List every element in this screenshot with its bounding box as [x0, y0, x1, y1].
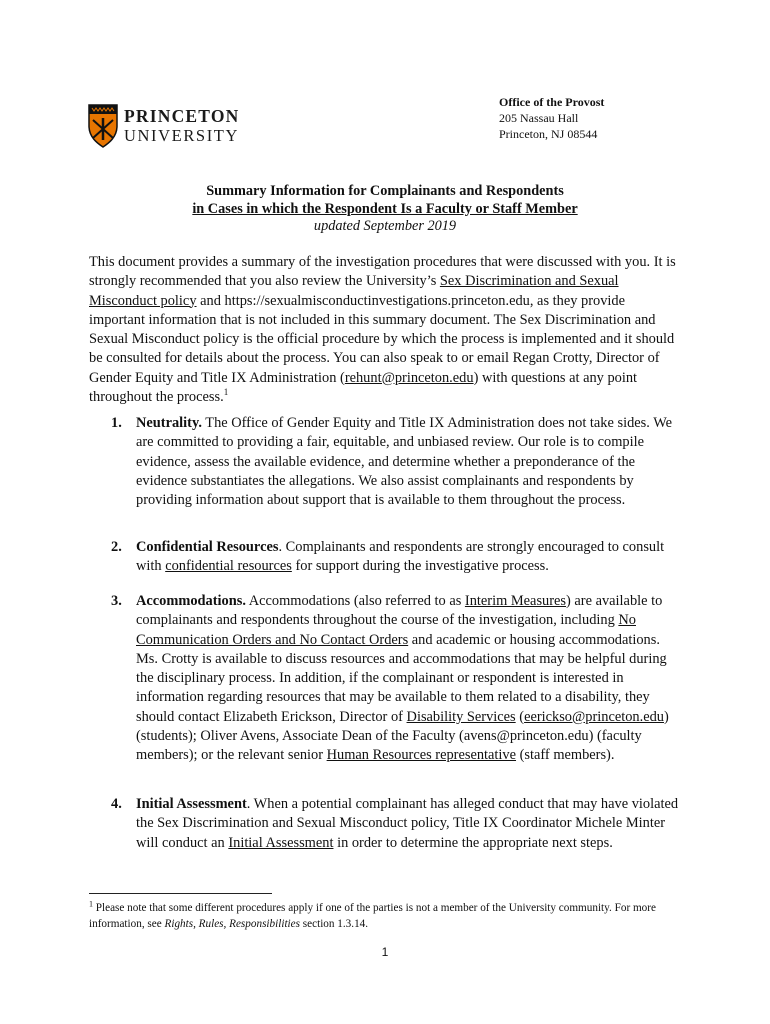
page-number: 1: [381, 945, 389, 959]
email-link-eerickso[interactable]: eerickso@princeton.edu: [524, 708, 664, 725]
item-text: . When a potential complainant has alleged conduct that may have violated the Sex Discrimination and Sexual Misconduct policy, Title IX Coordinator Michele Minter will conduct an: [136, 796, 679, 851]
initial-assessment-link[interactable]: Initial Assessment: [228, 834, 334, 851]
item-number: 4.: [111, 796, 122, 812]
footnote-mark: 1: [89, 899, 93, 909]
intro-paragraph: [89, 253, 681, 407]
item-number: 2.: [111, 539, 122, 555]
confidential-resources-link[interactable]: confidential resources: [165, 558, 292, 575]
item-heading: Neutrality.: [136, 415, 202, 431]
office-address: [499, 94, 604, 142]
footnote-text: Please note that some different procedures apply if one of the parties is not a member of the University community. For more information, see: [89, 902, 656, 930]
hr-representative-link[interactable]: Human Resources representative: [326, 747, 517, 764]
interim-measures-link[interactable]: Interim Measures: [464, 593, 567, 609]
website-link[interactable]: https://sexualmisconductinvestigations.princeton.edu: [224, 292, 530, 309]
intro-text-4: ) with questions at any point throughout the process.: [89, 369, 638, 406]
intro-text-1: This document provides a summary of the investigation procedures that were discussed with you. It is strongly recommended that you also review the University’s: [89, 254, 676, 290]
item-text: in order to determine the appropriate next steps.: [333, 834, 613, 851]
item-text: and academic or housing accommodations. Ms. Crotty is available to discuss resources and accommodations that may be helpful during the disciplinary process. In addition, if the complainant or respondent is interested in information regarding resources that may be available to them related to a disability, they should contact Elizabeth Erickson, Director of: [136, 631, 667, 725]
footnote-reference[interactable]: 1: [223, 387, 229, 398]
item-text: . Complainants and respondents are strongly encouraged to consult with: [136, 539, 665, 575]
logo-line-princeton: PRINCETON: [124, 105, 240, 126]
list-item-initial-assessment: [111, 795, 683, 853]
item-heading: Initial Assessment: [136, 796, 247, 812]
princeton-shield-icon: [88, 104, 118, 148]
footnote-italic-title: Rights, Rules, Responsibilities: [164, 918, 300, 930]
no-contact-orders-link[interactable]: No Communication Orders and No Contact Orders: [136, 612, 636, 648]
item-heading: Confidential Resources: [136, 539, 279, 555]
office-name: Office of the Provost: [499, 95, 605, 109]
item-number: 1.: [111, 415, 122, 431]
intro-text-3: , as they provide important information that is not included in this summary document. The Sex Discrimination and Sexual Misconduct policy is the official procedure by which the process is implemented and it should be consulted for details about the process. You can also speak to or email Regan Crotty, Director of Gender Equity and Title IX Administration (: [89, 292, 675, 386]
footnote-text: section 1.3.14.: [300, 918, 369, 930]
title-line-2: in Cases in which the Respondent Is a Faculty or Staff Member: [192, 200, 578, 217]
list-item-neutrality: [111, 414, 683, 510]
document-title: [0, 183, 770, 236]
item-text: for support during the investigative process.: [291, 558, 549, 575]
item-heading: Accommodations.: [136, 593, 246, 609]
item-text: (staff members).: [516, 747, 615, 764]
email-link-rehunt[interactable]: rehunt@princeton.edu: [344, 369, 474, 386]
item-text: The Office of Gender Equity and Title IX Administration does not take sides. We are committed to providing a fair, equitable, and unbiased review. Our role is to compile evidence, assess the available evidence, and determine whether a preponderance of the evidence substantiates the allegations. We also assist complainants and respondents by providing information about support that is available to them throughout the process.: [136, 415, 673, 509]
item-text: ) are available to complainants and respondents throughout the course of the investigation, including: [136, 593, 663, 629]
item-text: Accommodations (also referred to as: [245, 593, 465, 609]
footnote-divider: [89, 893, 272, 894]
office-city: Princeton, NJ 08544: [499, 127, 598, 141]
title-line-1: Summary Information for Complainants and Respondents: [206, 183, 564, 199]
item-number: 3.: [111, 593, 122, 609]
item-text: ) (students); Oliver Avens, Associate Dean of the Faculty (avens@princeton.edu) (faculty members); or the relevant senior: [136, 708, 669, 764]
office-street: 205 Nassau Hall: [499, 111, 579, 125]
list-item-accommodations: [111, 592, 683, 766]
disability-services-link[interactable]: Disability Services: [406, 708, 516, 725]
item-text: (: [515, 708, 525, 725]
intro-text-2: and: [196, 292, 225, 309]
logo-line-university: UNIVERSITY: [124, 126, 239, 145]
footnote: [89, 900, 689, 932]
updated-date: updated September 2019: [313, 218, 457, 234]
princeton-logo[interactable]: [88, 104, 240, 148]
policy-link[interactable]: Sex Discrimination and Sexual Misconduct policy: [89, 273, 619, 309]
list-item-confidential-resources: [111, 538, 683, 577]
